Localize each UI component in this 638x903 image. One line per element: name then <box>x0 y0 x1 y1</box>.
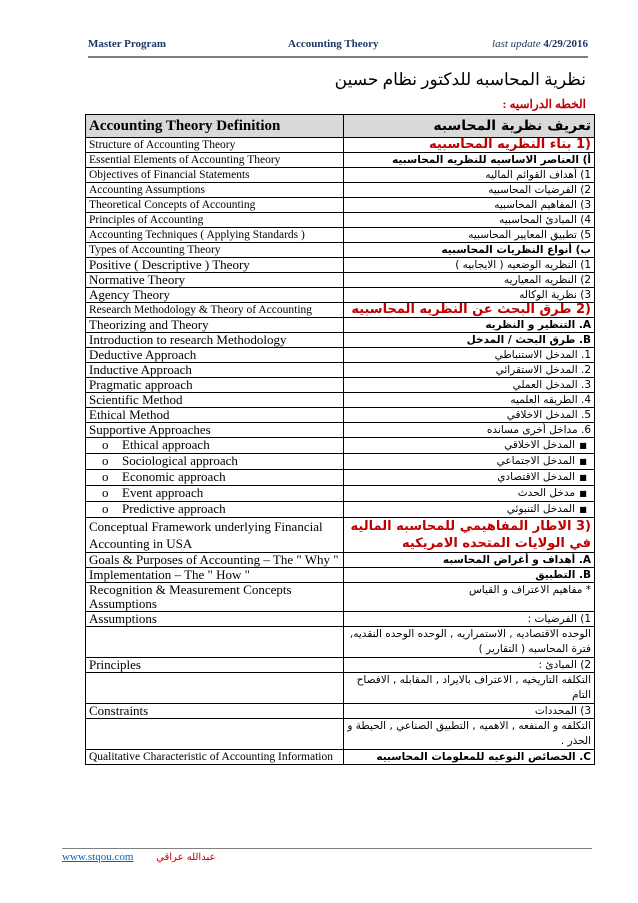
row-en: Agency Theory <box>86 288 344 303</box>
row-ar: المدخل التنبوئي <box>506 503 575 515</box>
header-program: Master Program <box>88 38 167 50</box>
row-en: Supportive Approaches <box>86 423 344 438</box>
table-row <box>86 213 595 228</box>
row-en: Accounting Techniques ( Applying Standards ) <box>86 228 344 243</box>
row-en: Qualitative Characteristic of Accounting Information <box>86 750 344 765</box>
header-update <box>492 38 588 50</box>
circle-bullet-icon: o <box>102 453 109 468</box>
table-row <box>86 348 595 363</box>
table-row <box>86 518 595 553</box>
row-ar: A. أهداف و أغراض المحاسبه <box>344 553 595 568</box>
row-en: Theorizing and Theory <box>86 318 344 333</box>
row-ar: ب) أنواع النظريات المحاسبيه <box>344 243 595 258</box>
row-en: Types of Accounting Theory <box>86 243 344 258</box>
table-row <box>86 153 595 168</box>
row-ar: 4. الطريقه العلميه <box>344 393 595 408</box>
circle-bullet-icon: o <box>102 437 109 452</box>
row-ar: 3. المدخل العملي <box>344 378 595 393</box>
table-row <box>86 568 595 583</box>
table-row <box>86 553 595 568</box>
row-ar: المدخل الاخلاقي <box>504 439 575 451</box>
row-en: Positive ( Descriptive ) Theory <box>86 258 344 273</box>
row-en: Constraints <box>86 704 344 719</box>
row-en: Goals & Purposes of Accounting – The " Why " <box>86 553 344 568</box>
table-row <box>86 502 595 518</box>
table-row <box>86 438 595 454</box>
row-en: Principles of Accounting <box>86 213 344 228</box>
row-ar: 2) النظريه المعياريه <box>344 273 595 288</box>
row-ar: B. التطبيق <box>344 568 595 583</box>
row-en: Inductive Approach <box>86 363 344 378</box>
table-row <box>86 303 595 318</box>
row-en: Event approach <box>122 485 204 500</box>
header-update-label: last update <box>492 38 541 50</box>
square-bullet-icon: ■ <box>579 457 587 466</box>
row-ar: الوحده الاقتصاديه , الاستمراريه , الوحده الوحده النقديه, فترة المحاسبه ( التقارير ) <box>344 627 595 658</box>
table-row <box>86 273 595 288</box>
page-footer <box>62 851 215 863</box>
row-ar: 4) المبادئ المحاسبيه <box>344 213 595 228</box>
square-bullet-icon: ■ <box>579 441 587 450</box>
row-ar: 2) الفرضيات المحاسبيه <box>344 183 595 198</box>
row-en <box>86 719 344 750</box>
table-row <box>86 408 595 423</box>
syllabus-table <box>85 114 595 765</box>
table-row <box>86 228 595 243</box>
row-ar: (3 الاطار المفاهيمي للمحاسبه الماليه في الولايات المتحده الامريكيه <box>344 518 595 553</box>
row-en: Pragmatic approach <box>86 378 344 393</box>
table-row <box>86 719 595 750</box>
row-ar: مدخل الحدث <box>517 487 575 499</box>
table-row <box>86 333 595 348</box>
table-row <box>86 750 595 765</box>
document-title: نظرية المحاسبه للدكتور نظام حسين <box>334 70 586 89</box>
row-ar: 2) المبادئ : <box>344 658 595 673</box>
row-en: Sociological approach <box>122 453 238 468</box>
row-ar: 6. مداخل أخرى مسانده <box>344 423 595 438</box>
row-ar: 3) المحددات <box>344 704 595 719</box>
row-en: Implementation – The " How " <box>86 568 344 583</box>
table-row <box>86 378 595 393</box>
table-row <box>86 168 595 183</box>
table-row <box>86 258 595 273</box>
row-ar: أ) العناصر الاساسيه للنظريه المحاسبيه <box>344 153 595 168</box>
table-row <box>86 486 595 502</box>
page-header <box>88 38 588 56</box>
table-row <box>86 627 595 658</box>
row-en: Ethical Method <box>86 408 344 423</box>
row-ar: 5) تطبيق المعايير المحاسبيه <box>344 228 595 243</box>
row-en: Structure of Accounting Theory <box>86 138 344 153</box>
row-ar: (2 طرق البحث عن النظريه المحاسبيه <box>344 303 595 318</box>
table-row <box>86 454 595 470</box>
table-row <box>86 423 595 438</box>
row-ar: 1) النظريه الوضعيه ( الايجابيه ) <box>344 258 595 273</box>
circle-bullet-icon: o <box>102 485 109 500</box>
row-ar: 3) المفاهيم المحاسبيه <box>344 198 595 213</box>
header-update-date: 4/29/2016 <box>543 38 588 50</box>
row-ar: التكلفه التاريخيه , الاعتراف بالايراد , المقابله , الافصاح التام <box>344 673 595 704</box>
circle-bullet-icon: o <box>102 501 109 516</box>
website-link[interactable]: www.stqou.com <box>62 851 134 863</box>
row-ar: 2. المدخل الاستقرائي <box>344 363 595 378</box>
table-row <box>86 363 595 378</box>
row-ar: المدخل الاجتماعي <box>496 455 575 467</box>
row-en: Recognition & Measurement Concepts Assumptions <box>86 583 344 612</box>
row-ar: 1) الفرضيات : <box>344 612 595 627</box>
circle-bullet-icon: o <box>102 469 109 484</box>
row-en: Scientific Method <box>86 393 344 408</box>
row-en: Objectives of Financial Statements <box>86 168 344 183</box>
table-row <box>86 198 595 213</box>
footer-divider <box>62 848 592 849</box>
row-en: Introduction to research Methodology <box>86 333 344 348</box>
table-row <box>86 704 595 719</box>
row-en: Ethical approach <box>122 437 210 452</box>
row-en: Research Methodology & Theory of Accounting <box>86 303 344 318</box>
square-bullet-icon: ■ <box>579 505 587 514</box>
row-ar: B. طرق البحث / المدخل <box>344 333 595 348</box>
row-en <box>86 627 344 658</box>
table-row <box>86 243 595 258</box>
table-header-ar: تعريف نظرية المحاسبه <box>344 115 595 138</box>
row-ar: A. التنظير و النظريه <box>344 318 595 333</box>
row-ar: * مفاهيم الاعتراف و القياس <box>344 583 595 612</box>
row-ar: المدخل الاقتصادي <box>497 471 575 483</box>
row-ar: (1 بناء النظريه المحاسبيه <box>344 138 595 153</box>
row-ar: 5. المدخل الاخلاقي <box>344 408 595 423</box>
table-header-row <box>86 115 595 138</box>
row-en: Deductive Approach <box>86 348 344 363</box>
table-row <box>86 138 595 153</box>
table-row <box>86 183 595 198</box>
table-header-en: Accounting Theory Definition <box>86 115 344 138</box>
row-en: Theoretical Concepts of Accounting <box>86 198 344 213</box>
square-bullet-icon: ■ <box>579 473 587 482</box>
row-en: Accounting Assumptions <box>86 183 344 198</box>
row-en: Essential Elements of Accounting Theory <box>86 153 344 168</box>
table-row <box>86 288 595 303</box>
row-en <box>86 673 344 704</box>
row-en: Conceptual Framework underlying Financial Accounting in USA <box>86 518 344 553</box>
row-ar: 1. المدخل الاستنباطي <box>344 348 595 363</box>
row-en: Economic approach <box>122 469 226 484</box>
row-en: Normative Theory <box>86 273 344 288</box>
table-row <box>86 673 595 704</box>
table-row <box>86 393 595 408</box>
row-en: Assumptions <box>86 612 344 627</box>
table-row <box>86 318 595 333</box>
table-row <box>86 583 595 612</box>
table-row <box>86 470 595 486</box>
table-row <box>86 658 595 673</box>
row-en: Principles <box>86 658 344 673</box>
row-ar: 1) أهداف القوائم الماليه <box>344 168 595 183</box>
header-course: Accounting Theory <box>288 38 379 50</box>
document-subtitle: الخطه الدراسيه : <box>502 97 586 111</box>
row-ar: 3) نظرية الوكاله <box>344 288 595 303</box>
table-row <box>86 612 595 627</box>
row-ar: C. الخصائص النوعيه للمعلومات المحاسبيه <box>344 750 595 765</box>
square-bullet-icon: ■ <box>579 489 587 498</box>
header-divider <box>88 56 588 58</box>
row-en: Predictive approach <box>122 501 226 516</box>
author-name: عبدالله عراقي <box>156 852 216 863</box>
row-ar: التكلفه و المنفعه , الاهميه , التطبيق الصناعي , الحيطة و الحذر . <box>344 719 595 750</box>
